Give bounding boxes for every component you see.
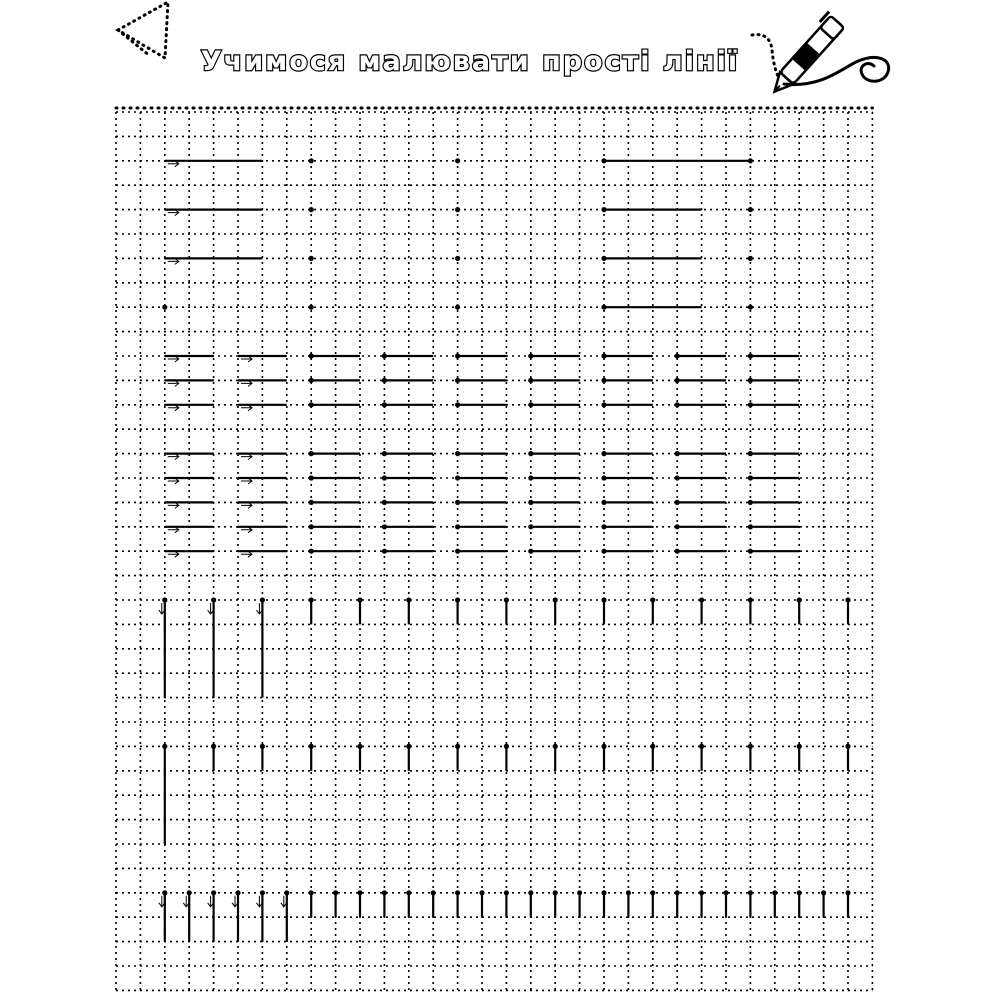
start-dot <box>455 305 460 310</box>
start-dot <box>455 158 460 163</box>
start-dot <box>748 207 753 212</box>
page-title: Учимося малювати прості лінії <box>200 46 740 77</box>
traced-lines <box>159 161 848 942</box>
pen-icon <box>765 12 889 98</box>
start-dot <box>309 256 314 261</box>
start-dot <box>309 207 314 212</box>
dotted-grid <box>116 108 872 990</box>
start-dot <box>455 207 460 212</box>
worksheet-header <box>118 2 889 98</box>
start-dot <box>748 256 753 261</box>
start-dot <box>455 256 460 261</box>
start-dot <box>162 305 167 310</box>
dotted-curve-decoration <box>752 35 780 80</box>
dotted-triangle-tail <box>118 30 150 56</box>
start-dot <box>309 305 314 310</box>
start-dot <box>309 158 314 163</box>
start-dot <box>748 305 753 310</box>
